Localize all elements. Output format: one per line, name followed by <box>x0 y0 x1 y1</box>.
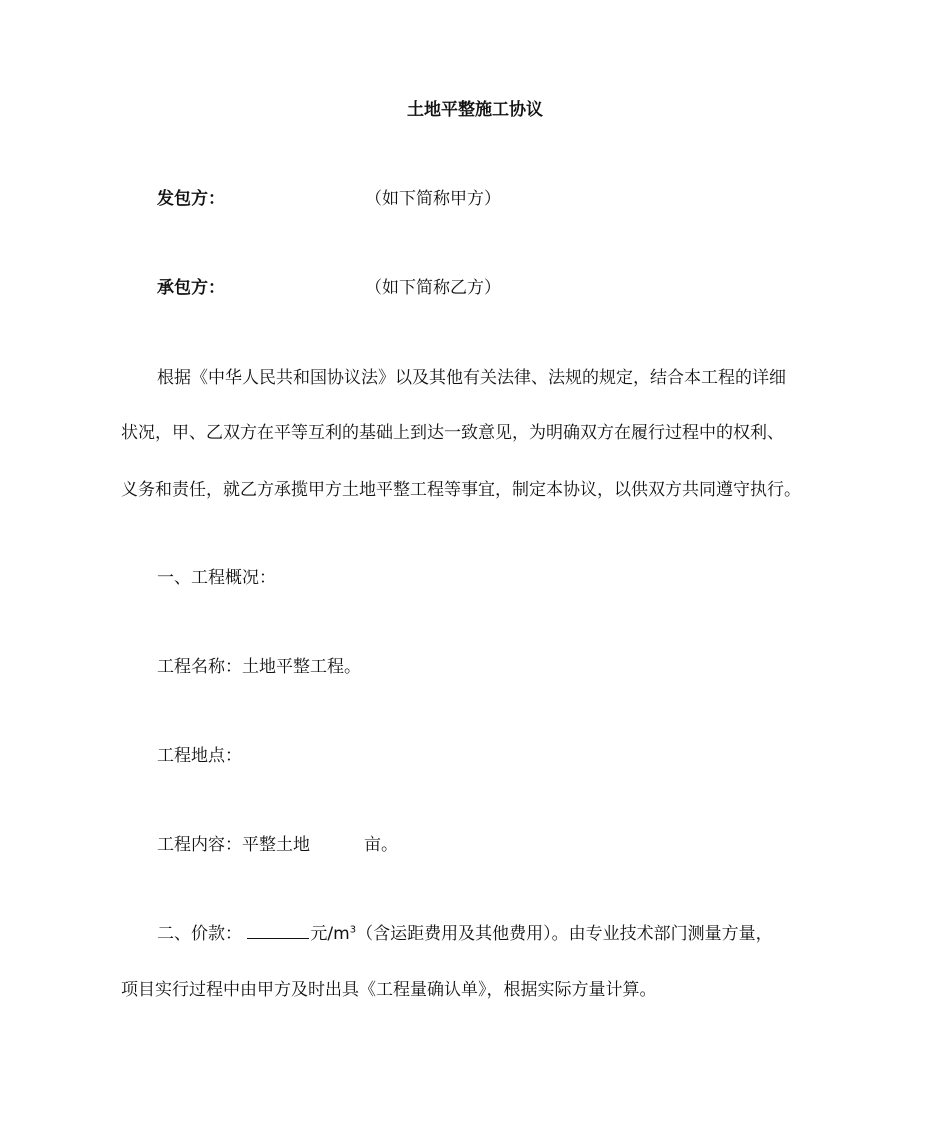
project-content-prefix: 工程内容：平整土地 <box>157 835 310 855</box>
section2-line-2: 项目实行过程中由甲方及时出具《工程量确认单》，根据实际方量计算。 <box>121 980 657 1000</box>
section2-price <box>157 922 773 946</box>
section1-heading: 一、工程概况： <box>157 568 276 588</box>
project-content-suffix: 亩。 <box>364 835 398 855</box>
section2-prefix: 二、价款： <box>157 924 242 944</box>
intro-line-2: 状况，甲、乙双方在平等互利的基础上到达一致意见，为明确双方在履行过程中的权利、 <box>121 423 784 443</box>
price-unit: 元/m <box>310 924 350 944</box>
intro-line-3: 义务和责任，就乙方承揽甲方土地平整工程等事宜，制定本协议，以供双方共同遵守执行。 <box>121 480 801 500</box>
party-a-label: 发包方： <box>157 189 225 209</box>
section2-rest: （含运距费用及其他费用）。由专业技术部门测量方量， <box>356 924 773 944</box>
document-title: 土地平整施工协议 <box>407 100 543 120</box>
project-name: 工程名称：土地平整工程。 <box>157 657 361 677</box>
party-b-label: 承包方： <box>157 278 225 298</box>
project-location: 工程地点： <box>157 746 242 766</box>
price-blank <box>247 923 309 939</box>
party-a-note: （如下简称甲方） <box>365 189 501 209</box>
intro-line-1: 根据《中华人民共和国协议法》以及其他有关法律、法规的规定，结合本工程的详细 <box>157 368 786 388</box>
party-b-note: （如下简称乙方） <box>365 278 501 298</box>
project-content <box>157 833 398 857</box>
price-unit-sup: 3 <box>349 924 357 936</box>
